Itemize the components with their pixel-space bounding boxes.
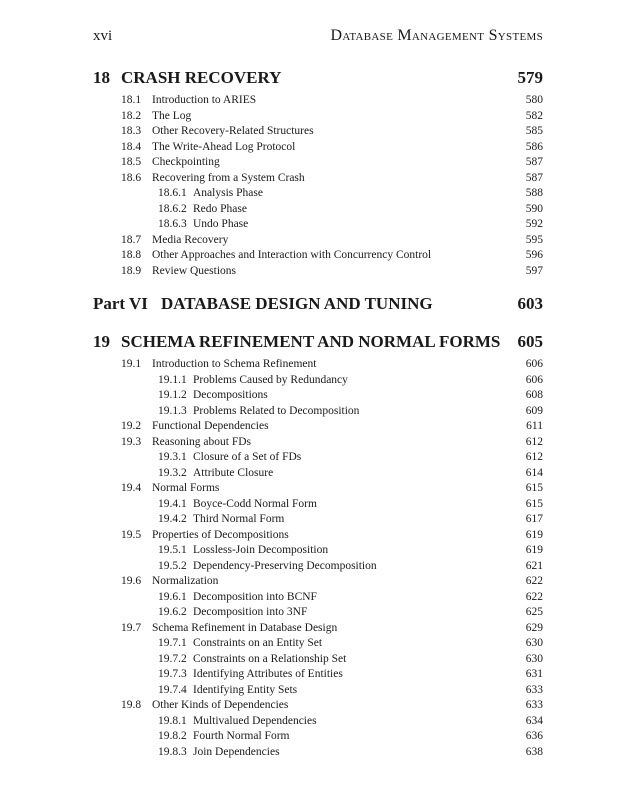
- section-number: 18.7: [121, 233, 142, 246]
- section-number: 18.9: [121, 264, 142, 277]
- section-title: Schema Refinement in Database Design: [152, 621, 338, 634]
- toc-section-entry: [93, 141, 543, 157]
- table-of-contents: [93, 64, 543, 761]
- toc-section-entry: [93, 436, 543, 452]
- section-title: Normalization: [152, 575, 219, 587]
- section-title: Reasoning about FDs: [152, 435, 252, 448]
- section-number: 18.8: [121, 249, 142, 261]
- section-page: 619: [525, 544, 543, 556]
- section-page: 638: [525, 745, 543, 758]
- section-title: Other Kinds of Dependencies: [152, 699, 289, 711]
- section-page: 586: [525, 140, 543, 153]
- section-title: Recovering from a System Crash: [152, 171, 305, 184]
- chapter-18-sections: [93, 94, 543, 280]
- section-page: 592: [525, 218, 543, 230]
- toc-subsection-entry: [93, 218, 543, 234]
- section-page: 596: [525, 249, 543, 261]
- section-page: 629: [525, 621, 543, 634]
- section-number: 19.8.3: [158, 745, 187, 758]
- section-title: Redo Phase: [193, 202, 247, 215]
- toc-subsection-entry: [93, 544, 543, 560]
- toc-section-entry: [93, 358, 543, 374]
- toc-subsection-entry: [93, 451, 543, 467]
- section-number: 19.2: [121, 420, 142, 432]
- toc-section-entry: [93, 420, 543, 436]
- section-title: Problems Caused by Redundancy: [193, 373, 348, 386]
- toc-section-entry: [93, 172, 543, 188]
- section-number: 19.3.2: [158, 466, 187, 479]
- section-number: 19.6.2: [158, 606, 187, 618]
- toc-section-entry: [93, 699, 543, 715]
- toc-subsection-entry: [93, 389, 543, 405]
- section-title: Analysis Phase: [193, 187, 263, 199]
- section-number: 19.5.1: [158, 544, 187, 556]
- toc-subsection-entry: [93, 203, 543, 219]
- section-title: Review Questions: [152, 264, 237, 277]
- section-page: 615: [525, 497, 543, 510]
- section-title: Checkpointing: [152, 156, 220, 168]
- section-page: 590: [525, 202, 543, 215]
- toc-subsection-entry: [93, 684, 543, 700]
- section-number: 19.7.3: [158, 668, 187, 680]
- page-number: xvi: [93, 28, 113, 44]
- section-number: 19.7.1: [158, 637, 187, 649]
- section-number: 18.1: [121, 94, 142, 106]
- part-title: DATABASE DESIGN AND TUNING: [161, 294, 433, 313]
- section-page: 597: [525, 264, 543, 277]
- section-number: 18.6.3: [158, 218, 187, 230]
- section-title: Decomposition into BCNF: [193, 590, 317, 603]
- section-page: 617: [525, 513, 543, 525]
- section-title: Identifying Entity Sets: [193, 683, 298, 696]
- section-title: Attribute Closure: [193, 466, 274, 479]
- section-page: 587: [525, 171, 543, 184]
- toc-subsection-entry: [93, 746, 543, 762]
- toc-section-entry: [93, 94, 543, 110]
- section-title: Introduction to ARIES: [152, 94, 257, 106]
- section-number: 19.6: [121, 575, 142, 587]
- section-page: 615: [525, 482, 543, 494]
- section-title: Other Approaches and Interaction with Concurrency Control: [152, 249, 432, 261]
- section-page: 612: [525, 451, 543, 463]
- section-page: 630: [525, 637, 543, 649]
- chapter-title: SCHEMA REFINEMENT AND NORMAL FORMS: [121, 332, 501, 351]
- section-number: 19.1: [121, 358, 142, 370]
- chapter-18-heading: [93, 68, 543, 94]
- section-number: 19.4.1: [158, 497, 187, 510]
- section-title: Fourth Normal Form: [193, 730, 290, 742]
- section-page: 614: [525, 466, 543, 479]
- toc-subsection-entry: [93, 187, 543, 203]
- section-page: 630: [525, 652, 543, 665]
- toc-subsection-entry: [93, 606, 543, 622]
- toc-section-entry: [93, 482, 543, 498]
- part-page: 603: [517, 294, 543, 313]
- section-page: 634: [525, 714, 543, 727]
- section-page: 612: [525, 435, 543, 448]
- chapter-number: 19: [93, 332, 110, 351]
- toc-section-entry: [93, 622, 543, 638]
- section-page: 585: [525, 125, 543, 137]
- section-title: Closure of a Set of FDs: [193, 451, 302, 463]
- toc-subsection-entry: [93, 498, 543, 514]
- section-number: 18.6: [121, 171, 142, 184]
- toc-subsection-entry: [93, 730, 543, 746]
- section-page: 606: [525, 358, 543, 370]
- part-6-heading: [93, 294, 543, 320]
- section-number: 18.4: [121, 140, 142, 153]
- toc-section-entry: [93, 125, 543, 141]
- toc-section-entry: [93, 575, 543, 591]
- section-page: 606: [525, 373, 543, 386]
- section-title: Third Normal Form: [193, 513, 285, 525]
- section-number: 19.5: [121, 528, 142, 541]
- section-page: 611: [526, 420, 543, 432]
- chapter-page: 605: [517, 332, 543, 351]
- part-number: Part VI: [93, 294, 148, 313]
- section-title: The Write-Ahead Log Protocol: [152, 140, 296, 153]
- section-title: Constraints on an Entity Set: [193, 637, 323, 649]
- section-title: The Log: [152, 109, 192, 122]
- section-number: 19.1.2: [158, 389, 187, 401]
- toc-section-entry: [93, 249, 543, 265]
- section-number: 18.2: [121, 109, 142, 122]
- toc-section-entry: [93, 529, 543, 545]
- section-number: 19.1.1: [158, 373, 187, 386]
- section-title: Lossless-Join Decomposition: [193, 544, 329, 556]
- section-page: 619: [525, 528, 543, 541]
- section-number: 19.8.1: [158, 714, 187, 727]
- section-title: Problems Related to Decomposition: [193, 404, 360, 417]
- section-title: Undo Phase: [193, 218, 249, 230]
- toc-subsection-entry: [93, 405, 543, 421]
- toc-subsection-entry: [93, 653, 543, 669]
- section-title: Introduction to Schema Refinement: [152, 358, 317, 370]
- toc-section-entry: [93, 110, 543, 126]
- section-page: 587: [525, 156, 543, 168]
- section-number: 19.3: [121, 435, 142, 448]
- section-page: 622: [525, 575, 543, 587]
- section-number: 19.8: [121, 699, 142, 711]
- chapter-page: 579: [517, 68, 543, 87]
- section-title: Decomposition into 3NF: [193, 606, 308, 618]
- section-number: 18.3: [121, 125, 142, 137]
- section-page: 608: [525, 389, 543, 401]
- section-number: 19.3.1: [158, 451, 187, 463]
- page-header: [93, 27, 543, 49]
- toc-subsection-entry: [93, 637, 543, 653]
- section-number: 19.6.1: [158, 590, 187, 603]
- section-page: 609: [525, 404, 543, 417]
- section-page: 622: [525, 590, 543, 603]
- section-title: Normal Forms: [152, 482, 220, 494]
- section-page: 633: [525, 699, 543, 711]
- section-title: Constraints on a Relationship Set: [193, 652, 347, 665]
- section-number: 19.1.3: [158, 404, 187, 417]
- section-number: 19.7.4: [158, 683, 187, 696]
- toc-subsection-entry: [93, 374, 543, 390]
- section-page: 631: [525, 668, 543, 680]
- section-number: 19.7: [121, 621, 142, 634]
- section-page: 633: [525, 683, 543, 696]
- section-title: Identifying Attributes of Entities: [193, 668, 343, 680]
- section-page: 582: [525, 109, 543, 122]
- toc-subsection-entry: [93, 668, 543, 684]
- section-number: 18.6.2: [158, 202, 187, 215]
- section-number: 18.5: [121, 156, 142, 168]
- section-title: Boyce-Codd Normal Form: [193, 497, 317, 510]
- section-title: Multivalued Dependencies: [193, 714, 317, 727]
- section-number: 18.6.1: [158, 187, 187, 199]
- toc-subsection-entry: [93, 715, 543, 731]
- toc-subsection-entry: [93, 467, 543, 483]
- section-number: 19.4: [121, 482, 142, 494]
- section-title: Functional Dependencies: [152, 420, 269, 432]
- section-number: 19.7.2: [158, 652, 187, 665]
- chapter-19-heading: [93, 332, 543, 358]
- section-title: Join Dependencies: [193, 745, 280, 758]
- chapter-title: CRASH RECOVERY: [121, 68, 282, 87]
- section-title: Properties of Decompositions: [152, 528, 289, 541]
- section-page: 625: [525, 606, 543, 618]
- toc-subsection-entry: [93, 560, 543, 576]
- toc-subsection-entry: [93, 591, 543, 607]
- running-title: Database Management Systems: [330, 27, 543, 44]
- section-page: 595: [525, 233, 543, 246]
- section-number: 19.4.2: [158, 513, 187, 525]
- section-page: 636: [525, 730, 543, 742]
- section-number: 19.5.2: [158, 559, 187, 572]
- section-page: 580: [525, 94, 543, 106]
- section-page: 621: [525, 559, 543, 572]
- chapter-19-sections: [93, 358, 543, 761]
- section-title: Dependency-Preserving Decomposition: [193, 559, 377, 572]
- toc-section-entry: [93, 265, 543, 281]
- toc-section-entry: [93, 156, 543, 172]
- section-page: 588: [525, 187, 543, 199]
- section-number: 19.8.2: [158, 730, 187, 742]
- section-title: Other Recovery-Related Structures: [152, 125, 314, 137]
- chapter-number: 18: [93, 68, 110, 87]
- section-title: Media Recovery: [152, 233, 229, 246]
- toc-section-entry: [93, 234, 543, 250]
- toc-subsection-entry: [93, 513, 543, 529]
- section-title: Decompositions: [193, 389, 268, 401]
